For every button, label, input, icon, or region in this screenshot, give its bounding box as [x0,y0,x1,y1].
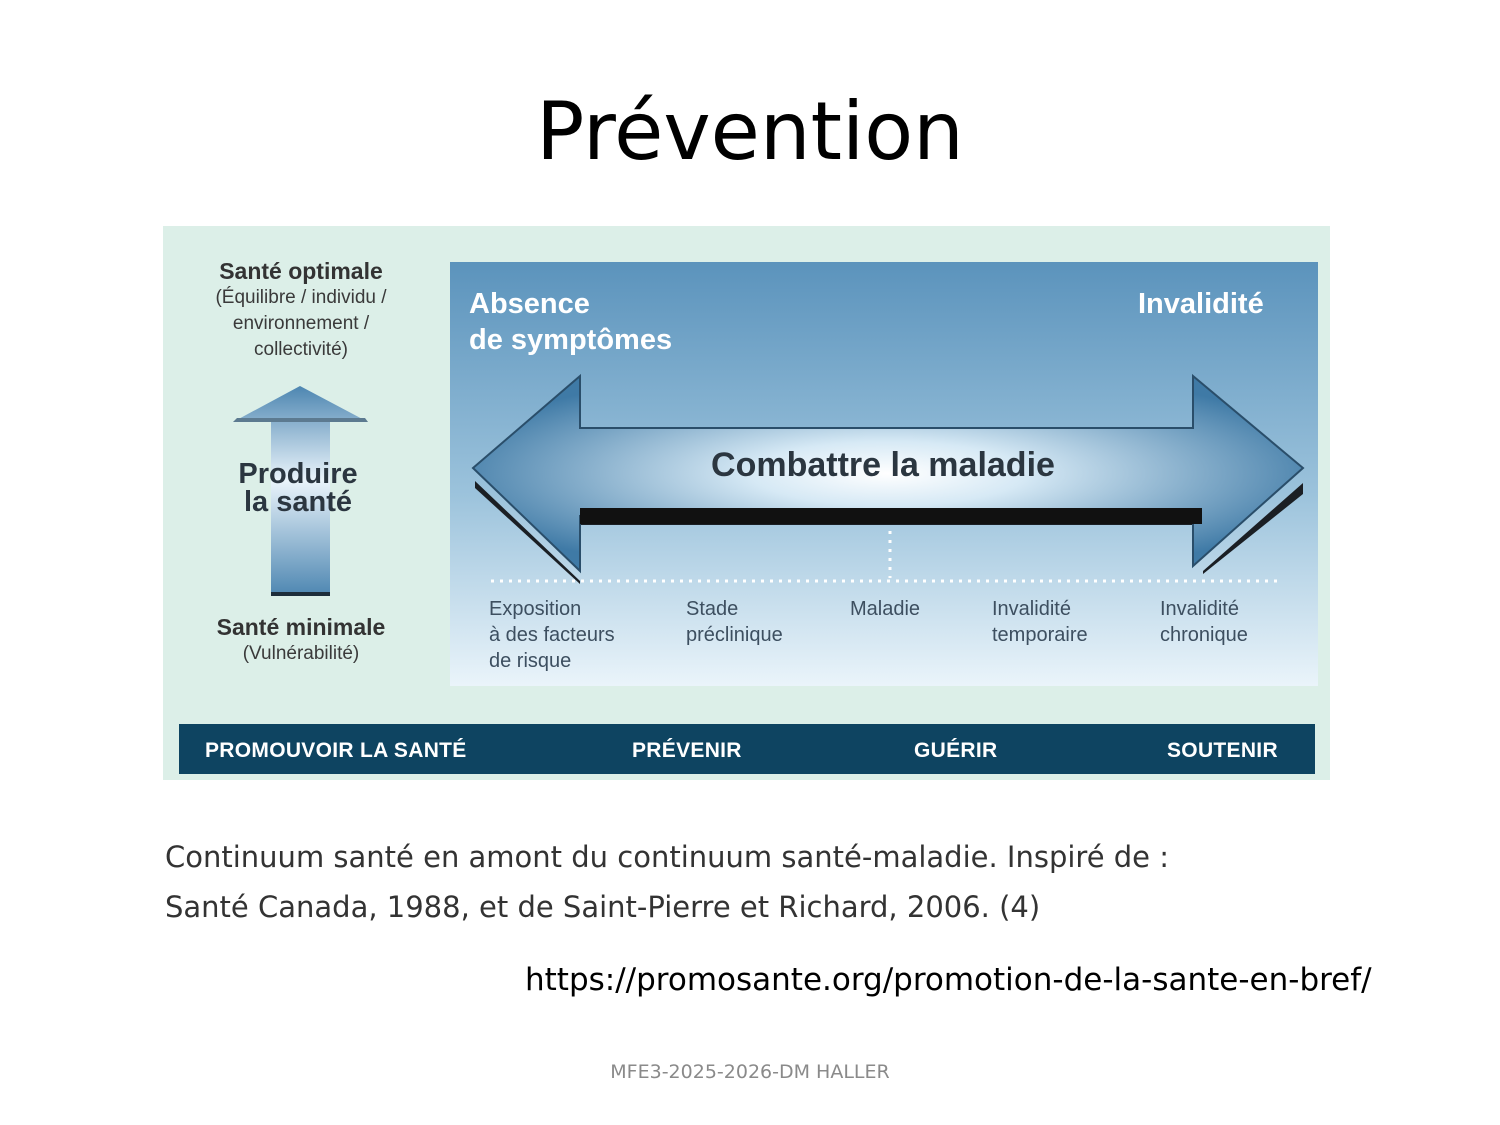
continuum-figure [163,226,1330,780]
minimal-health-block [163,614,439,667]
caption-line-1: Continuum santé en amont du continuum santé-maladie. Inspiré de : [165,840,1169,874]
produce-health-line-2: la santé [244,486,352,518]
minimal-health-note: (Vulnérabilité) [242,643,360,664]
band-support: SOUTENIR [1167,739,1278,762]
optimal-health-title: Santé optimale [219,258,383,284]
optimal-health-note-3: collectivité) [254,339,348,360]
stage-temporary-disability [992,596,1088,648]
produce-health-line-1: Produire [238,458,358,490]
no-symptoms-line-2: de symptômes [469,324,673,356]
stage-exposure [489,596,615,674]
figure-caption [165,832,1169,932]
stage-chronic-line-2: chronique [1160,624,1248,646]
slide-title: Prévention [536,85,964,178]
band-promote-health: PROMOUVOIR LA SANTÉ [205,739,467,762]
stage-temporary-line-2: temporaire [992,624,1088,646]
stage-disease-line-1: Maladie [850,598,921,620]
band-prevent: PRÉVENIR [632,739,742,762]
stage-exposure-line-2: à des facteurs [489,624,615,646]
stage-exposure-line-3: de risque [489,650,572,672]
optimal-health-block [163,258,439,363]
produce-health-label [218,460,378,516]
stage-chronic-line-1: Invalidité [1160,598,1239,620]
stage-preclinical-line-1: Stade [686,598,739,620]
disability-heading: Invalidité [1138,288,1264,320]
source-url: https://promosante.org/promotion-de-la-sante-en-bref/ [525,962,1372,998]
combat-disease-label: Combattre la maladie [711,446,1055,484]
no-symptoms-heading [469,286,672,358]
stage-disease [850,596,920,622]
caption-line-2: Santé Canada, 1988, et de Saint-Pierre et Richard, 2006. (4) [165,890,1041,924]
optimal-health-note-1: (Équilibre / individu / [215,287,387,308]
no-symptoms-line-1: Absence [469,288,590,320]
stage-chronic-disability [1160,596,1248,648]
stage-exposure-line-1: Exposition [489,598,582,620]
band-cure: GUÉRIR [914,739,998,762]
slide-footer: MFE3-2025-2026-DM HALLER [610,1061,890,1083]
stage-temporary-line-1: Invalidité [992,598,1071,620]
optimal-health-note-2: environnement / [232,313,370,334]
minimal-health-title: Santé minimale [216,614,386,640]
stage-preclinical [686,596,783,648]
stage-preclinical-line-2: préclinique [686,624,783,646]
